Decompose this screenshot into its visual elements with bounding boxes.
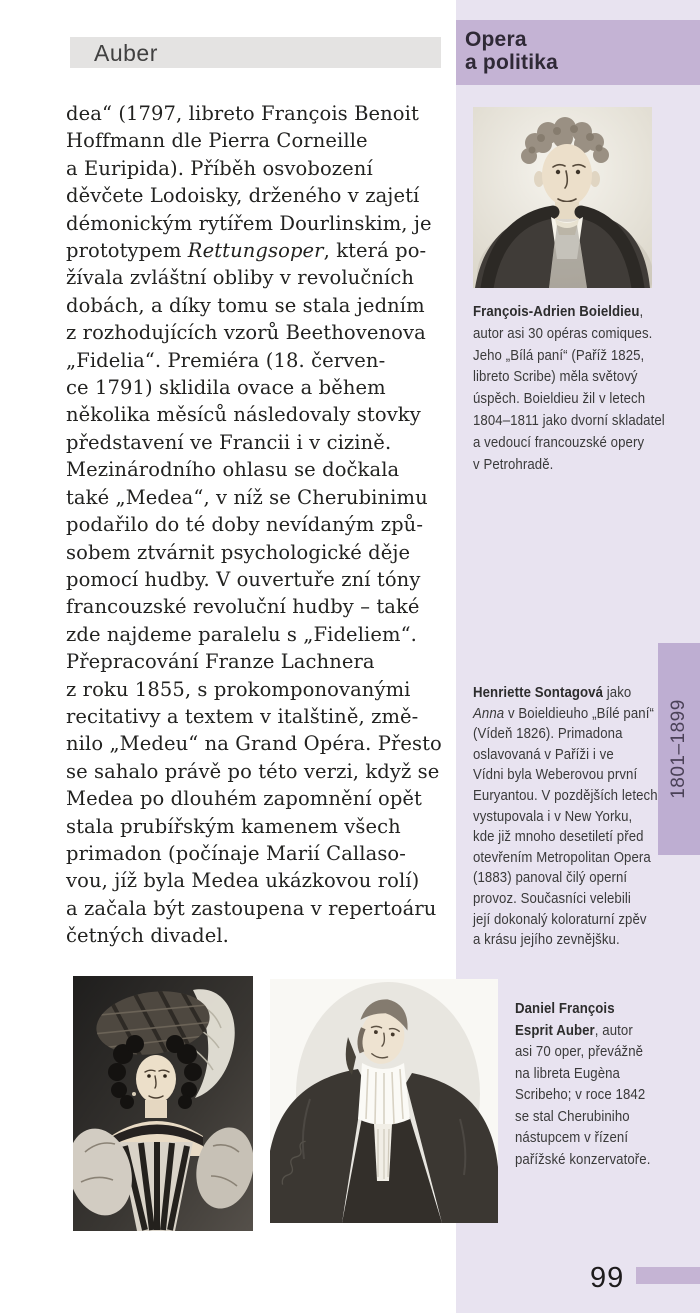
era-tab-label: 1801–1899 <box>668 699 690 799</box>
caption-boieldieu: François-Adrien Boieldieu, autor asi 30 opéras comiques. Jeho „Bílá paní“ (Paříž 1825, libreto Scribe) měla světový úspěch. Boieldieu žil v letech 1804–1811 jako dvorní skladatel a vedoucí francouzské opery v Petrohradě. <box>473 303 665 473</box>
portrait-auber <box>270 979 498 1223</box>
section-title-line2: a politika <box>465 51 559 74</box>
section-title-line1: Opera <box>465 28 527 51</box>
chapter-title: Auber <box>94 40 158 66</box>
caption-auber: Daniel François Esprit Auber, autor asi 70 oper, převážně na libreta Eugèna Scribeho; v roce 1842 se stal Cherubiniho nástupcem v řízení pařížské konzervatoře. <box>515 1000 651 1168</box>
portrait-sontag <box>73 976 253 1231</box>
sontag-eye <box>163 1074 167 1078</box>
caption-sontag: Henriette Sontagová jako Anna v Boieldieuho „Bílé paní“ (Vídeň 1826). Primadona oslavovaná v Paříži i ve Vídni byla Weberovou první Euryantou. V pozdějších letech vystupovala i v New Yorku, kde již mnoho desetiletí před otevřením Metropolitan Opera (1883) panoval čilý operní provoz. Současníci velebili její dokonalý koloraturní zpěv a krásu jejího zevnějšku. <box>473 684 658 949</box>
era-tab <box>658 643 700 855</box>
boieldieu-eye <box>556 170 560 174</box>
chapter-header-bar <box>70 37 441 68</box>
sontag-neck <box>145 1100 167 1118</box>
footer-bar <box>636 1267 700 1284</box>
page-number: 99 <box>590 1262 625 1294</box>
portrait-boieldieu <box>473 107 652 288</box>
body-text: dea“ (1797, libreto François Benoit Hoffmann dle Pierra Corneille a Euripida). Příběh osvobození děvčete Lodoisky, drženého v zajetí démonickým rytířem Dourlinskim, je prototypem Rettungsoper, která po- žívala zvláštní obliby v revolučních dobách, a díky tomu se stala jedním z rozhodujících vzorů Beethovenova „Fidelia“. Premiéra (18. červen- ce 1791) sklidila ovace a během několika měsíců následovaly stovky představení ve Francii i v cizině. Mezinárodního ohlasu se dočkala také „Medea“, v níž se Cherubinimu podařilo do té doby nevídaným způ- sobem ztvárnit psychologické děje pomocí hudby. V ouvertuře zní tóny francouzské revoluční hudby – také zde najdeme paralelu s „Fideliem“. Přepracování Franze Lachnera z roku 1855, s prokomponovanými recitativy a textem v italštině, změ- nilo „Medeu“ na Grand Opéra. Přesto se sahalo právě po této verzi, když se Medea po dlouhém zapomnění opět stala prubířským kamenem všech primadon (počínaje Marií Callaso- vou, jíž byla Medea ukázkovou rolí) a začala být zastoupena v repertoáru četných divadel. <box>66 102 442 948</box>
sontag-earring <box>132 1092 136 1096</box>
section-header-box <box>456 20 700 85</box>
boieldieu-eye <box>576 170 580 174</box>
section-title <box>465 28 558 74</box>
sontag-eye <box>147 1074 151 1078</box>
